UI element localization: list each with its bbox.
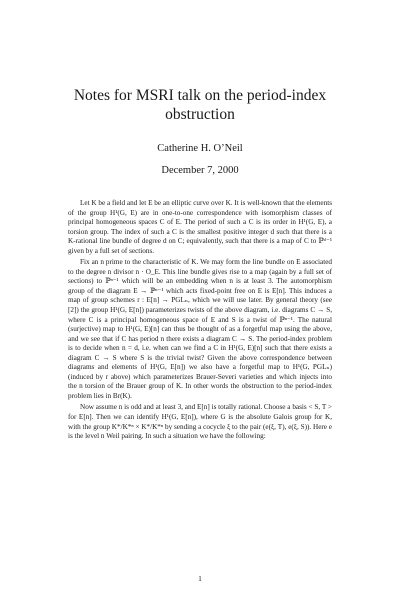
paragraph-construction: Fix an n prime to the characteristic of K. We may form the line bundle on E associated to the degree n divisor n · O_E. This line bundle gives rise to a map (again by a full set of sections) to ℙⁿ⁻¹ which will be an embedding when n is at least 3. The automorphism group of the diagram E → ℙⁿ⁻¹ which acts fixed-point free on E is E[n]. This induces a map of group schemes r : E[n] → PGLₙ, which we will use later. By general theory (see [2]) the group H¹(G, E[n]) parameterizes twists of the above diagram, i.e. diagrams C → S, where C is a principal homogeneous space of E and S is a twist of ℙⁿ⁻¹. The natural (surjective) map to H¹(G, E)[n] can thus be thought of as a forgetful map using the above, and we see that if C has period n there exists a diagram C → S. The period-index problem is to decide when n = d, i.e. when can we find a C in H¹(G, E)[n] such that there exists a diagram C → S where S is the trivial twist? Given the above correspondence between diagrams and elements of H¹(G, E[n]) we also have a forgetful map to H¹(G, PGLₙ) (induced by r above) which parameterizes Brauer-Severi varieties and which injects into the n torsion of the Brauer group of K. In other words the obstruction to the period-index problem lies in Br(K). [68, 258, 332, 400]
paper-title: Notes for MSRI talk on the period-index obstruction [73, 87, 327, 123]
paragraph-assumption: Now assume n is odd and at least 3, and E[n] is totally rational. Choose a basis < S, T > for E[n]. Then we can identify H¹(G, E[n]), where G is the absolute Galois group for K, with the group K*/K*ⁿ × K*/K*ⁿ by sending a cocycle ξ to the pair (e(ξ, T), e(ξ, S)). Here e is the level n Weil pairing. In such a situation we have the following: [68, 403, 332, 441]
paper-date: December 7, 2000 [161, 165, 239, 176]
page-number: 1 [198, 574, 202, 583]
paper-body [68, 199, 332, 442]
paper-page [0, 86, 400, 603]
paragraph-intro: Let K be a field and let E be an elliptic curve over K. It is well-known that the elements of the group H¹(G, E) are in one-to-one correspondence with isomorphism classes of principal homogeneous spaces C of E. The period of such a C is its order in H¹(G, E), a torsion group. The index of such a C is the smallest positive integer d such that there is a K-rational line bundle of degree d on C; equivalently, such that there is a map of C to ℙᵈ⁻¹ given by a full set of sections. [68, 199, 332, 255]
author-name: Catherine H. O’Neil [157, 143, 243, 154]
